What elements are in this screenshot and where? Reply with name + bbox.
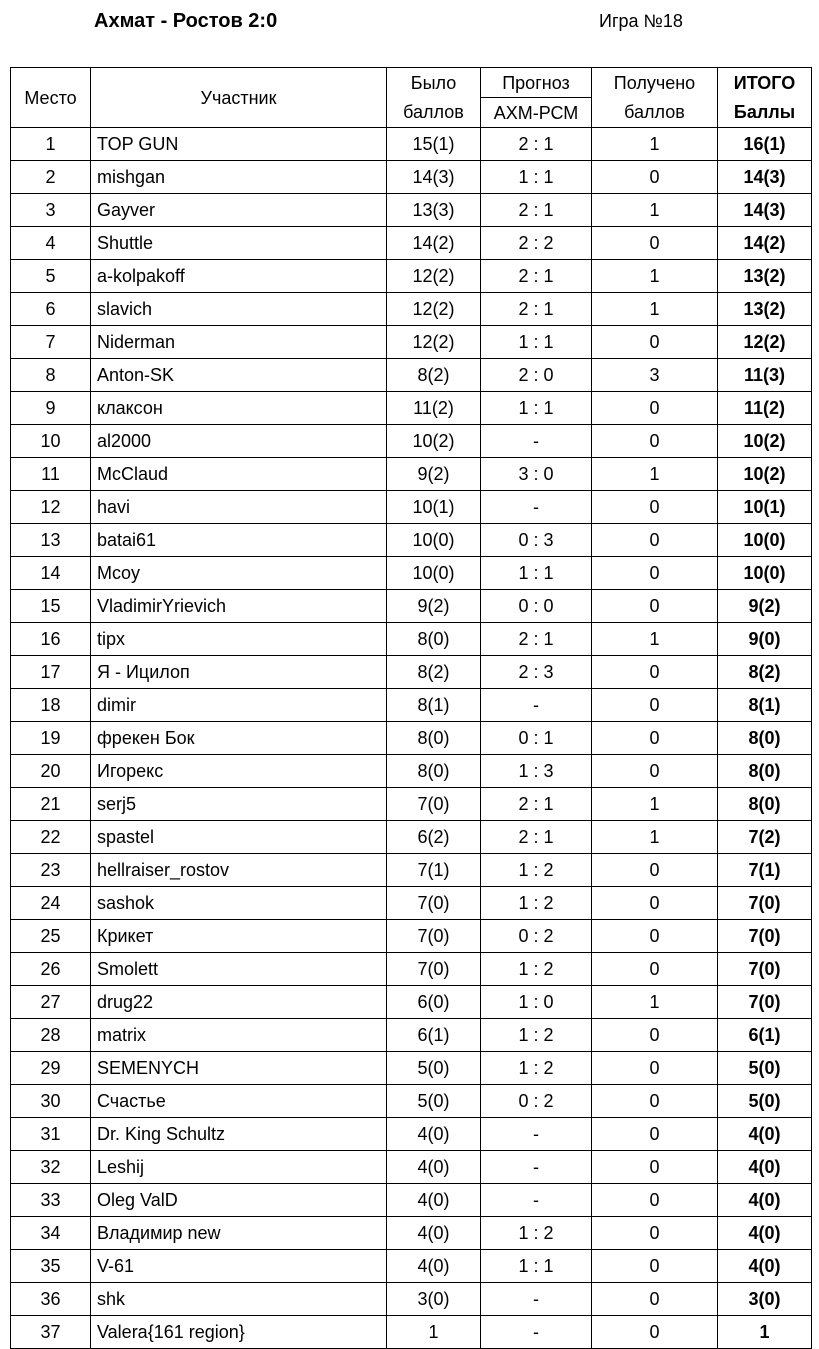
table-row xyxy=(11,689,812,722)
previous-points: 8(0) xyxy=(387,722,481,755)
place-cell: 34 xyxy=(11,1217,91,1250)
place-cell: 32 xyxy=(11,1151,91,1184)
participant-name: Oleg ValD xyxy=(91,1184,387,1217)
column-header-total-top: ИТОГО xyxy=(718,68,812,98)
previous-points: 7(1) xyxy=(387,854,481,887)
previous-points: 4(0) xyxy=(387,1184,481,1217)
participant-name: al2000 xyxy=(91,425,387,458)
place-cell: 33 xyxy=(11,1184,91,1217)
previous-points: 8(2) xyxy=(387,359,481,392)
table-row xyxy=(11,458,812,491)
previous-points: 12(2) xyxy=(387,260,481,293)
total-points: 8(0) xyxy=(718,755,812,788)
points-received: 0 xyxy=(592,920,718,953)
place-cell: 1 xyxy=(11,128,91,161)
table-row xyxy=(11,1118,812,1151)
points-received: 1 xyxy=(592,623,718,656)
place-cell: 10 xyxy=(11,425,91,458)
prediction-score: - xyxy=(481,1151,592,1184)
previous-points: 3(0) xyxy=(387,1283,481,1316)
total-points: 13(2) xyxy=(718,293,812,326)
participant-name: Smolett xyxy=(91,953,387,986)
total-points: 10(1) xyxy=(718,491,812,524)
prediction-score: 1 : 0 xyxy=(481,986,592,1019)
table-row xyxy=(11,1217,812,1250)
previous-points: 13(3) xyxy=(387,194,481,227)
place-cell: 8 xyxy=(11,359,91,392)
prediction-score: 2 : 1 xyxy=(481,788,592,821)
total-points: 4(0) xyxy=(718,1118,812,1151)
points-received: 0 xyxy=(592,491,718,524)
place-cell: 26 xyxy=(11,953,91,986)
table-row xyxy=(11,821,812,854)
prediction-score: 2 : 0 xyxy=(481,359,592,392)
total-points: 8(0) xyxy=(718,722,812,755)
place-cell: 18 xyxy=(11,689,91,722)
place-cell: 19 xyxy=(11,722,91,755)
previous-points: 14(2) xyxy=(387,227,481,260)
participant-name: Niderman xyxy=(91,326,387,359)
participant-name: клаксон xyxy=(91,392,387,425)
participant-name: McClaud xyxy=(91,458,387,491)
total-points: 8(2) xyxy=(718,656,812,689)
points-received: 0 xyxy=(592,1283,718,1316)
column-header-got-bottom: баллов xyxy=(592,98,718,128)
points-received: 0 xyxy=(592,425,718,458)
participant-name: V-61 xyxy=(91,1250,387,1283)
participant-name: matrix xyxy=(91,1019,387,1052)
place-cell: 23 xyxy=(11,854,91,887)
table-row xyxy=(11,590,812,623)
table-row xyxy=(11,1184,812,1217)
participant-name: Я - Ицилоп xyxy=(91,656,387,689)
points-received: 1 xyxy=(592,194,718,227)
participant-name: batai61 xyxy=(91,524,387,557)
table-row xyxy=(11,623,812,656)
prediction-score: 1 : 1 xyxy=(481,326,592,359)
previous-points: 4(0) xyxy=(387,1151,481,1184)
points-received: 0 xyxy=(592,1019,718,1052)
participant-name: a-kolpakoff xyxy=(91,260,387,293)
points-received: 0 xyxy=(592,1250,718,1283)
total-points: 10(0) xyxy=(718,557,812,590)
place-cell: 36 xyxy=(11,1283,91,1316)
previous-points: 10(1) xyxy=(387,491,481,524)
table-row xyxy=(11,920,812,953)
table-row xyxy=(11,227,812,260)
table-row xyxy=(11,722,812,755)
prediction-score: 0 : 0 xyxy=(481,590,592,623)
prediction-score: 1 : 2 xyxy=(481,1019,592,1052)
prediction-score: - xyxy=(481,1118,592,1151)
total-points: 8(0) xyxy=(718,788,812,821)
table-row xyxy=(11,128,812,161)
points-received: 1 xyxy=(592,821,718,854)
column-header-prev-bottom: баллов xyxy=(387,98,481,128)
previous-points: 1 xyxy=(387,1316,481,1349)
total-points: 11(3) xyxy=(718,359,812,392)
total-points: 11(2) xyxy=(718,392,812,425)
column-header-participant: Участник xyxy=(91,68,387,128)
table-row xyxy=(11,260,812,293)
prediction-score: 3 : 0 xyxy=(481,458,592,491)
previous-points: 6(1) xyxy=(387,1019,481,1052)
prediction-score: 1 : 2 xyxy=(481,1217,592,1250)
total-points: 5(0) xyxy=(718,1052,812,1085)
previous-points: 10(2) xyxy=(387,425,481,458)
participant-name: slavich xyxy=(91,293,387,326)
place-cell: 27 xyxy=(11,986,91,1019)
place-cell: 30 xyxy=(11,1085,91,1118)
total-points: 8(1) xyxy=(718,689,812,722)
column-header-total-bottom: Баллы xyxy=(718,98,812,128)
table-row xyxy=(11,788,812,821)
total-points: 7(2) xyxy=(718,821,812,854)
participant-name: havi xyxy=(91,491,387,524)
place-cell: 21 xyxy=(11,788,91,821)
participant-name: mishgan xyxy=(91,161,387,194)
previous-points: 11(2) xyxy=(387,392,481,425)
previous-points: 6(2) xyxy=(387,821,481,854)
table-row xyxy=(11,392,812,425)
total-points: 6(1) xyxy=(718,1019,812,1052)
column-header-prediction-top: Прогноз xyxy=(481,68,592,98)
points-received: 0 xyxy=(592,227,718,260)
total-points: 7(0) xyxy=(718,887,812,920)
prediction-score: 0 : 2 xyxy=(481,920,592,953)
total-points: 7(0) xyxy=(718,920,812,953)
total-points: 10(2) xyxy=(718,425,812,458)
place-cell: 6 xyxy=(11,293,91,326)
participant-name: sashok xyxy=(91,887,387,920)
place-cell: 24 xyxy=(11,887,91,920)
place-cell: 25 xyxy=(11,920,91,953)
points-received: 0 xyxy=(592,590,718,623)
participant-name: TOP GUN xyxy=(91,128,387,161)
prediction-score: 2 : 1 xyxy=(481,194,592,227)
total-points: 5(0) xyxy=(718,1085,812,1118)
table-row xyxy=(11,887,812,920)
points-received: 0 xyxy=(592,1217,718,1250)
points-received: 1 xyxy=(592,260,718,293)
participant-name: spastel xyxy=(91,821,387,854)
place-cell: 15 xyxy=(11,590,91,623)
place-cell: 13 xyxy=(11,524,91,557)
previous-points: 5(0) xyxy=(387,1085,481,1118)
points-received: 3 xyxy=(592,359,718,392)
total-points: 12(2) xyxy=(718,326,812,359)
prediction-score: - xyxy=(481,425,592,458)
table-row xyxy=(11,986,812,1019)
prediction-score: - xyxy=(481,491,592,524)
total-points: 14(3) xyxy=(718,194,812,227)
prediction-score: 0 : 1 xyxy=(481,722,592,755)
prediction-score: 1 : 2 xyxy=(481,953,592,986)
prediction-score: 1 : 3 xyxy=(481,755,592,788)
prediction-score: - xyxy=(481,1283,592,1316)
prediction-score: 1 : 2 xyxy=(481,1052,592,1085)
previous-points: 7(0) xyxy=(387,953,481,986)
points-received: 0 xyxy=(592,1118,718,1151)
table-row xyxy=(11,656,812,689)
prediction-score: 1 : 1 xyxy=(481,557,592,590)
standings-table xyxy=(10,67,812,1349)
prediction-score: 2 : 1 xyxy=(481,293,592,326)
previous-points: 7(0) xyxy=(387,920,481,953)
previous-points: 15(1) xyxy=(387,128,481,161)
table-row xyxy=(11,194,812,227)
total-points: 10(2) xyxy=(718,458,812,491)
place-cell: 9 xyxy=(11,392,91,425)
column-header-prev-top: Было xyxy=(387,68,481,98)
points-received: 0 xyxy=(592,1151,718,1184)
points-received: 0 xyxy=(592,557,718,590)
table-body xyxy=(11,128,812,1349)
previous-points: 9(2) xyxy=(387,590,481,623)
total-points: 3(0) xyxy=(718,1283,812,1316)
participant-name: Владимир new xyxy=(91,1217,387,1250)
total-points: 1 xyxy=(718,1316,812,1349)
points-received: 0 xyxy=(592,161,718,194)
prediction-score: 1 : 1 xyxy=(481,161,592,194)
participant-name: shk xyxy=(91,1283,387,1316)
participant-name: Счастье xyxy=(91,1085,387,1118)
points-received: 0 xyxy=(592,1184,718,1217)
table-row xyxy=(11,1283,812,1316)
prediction-score: - xyxy=(481,689,592,722)
prediction-score: - xyxy=(481,1184,592,1217)
participant-name: drug22 xyxy=(91,986,387,1019)
table-row xyxy=(11,1019,812,1052)
previous-points: 12(2) xyxy=(387,326,481,359)
table-row xyxy=(11,359,812,392)
table-row xyxy=(11,1151,812,1184)
participant-name: фрекен Бок xyxy=(91,722,387,755)
points-received: 1 xyxy=(592,293,718,326)
total-points: 14(2) xyxy=(718,227,812,260)
previous-points: 4(0) xyxy=(387,1118,481,1151)
table-row xyxy=(11,491,812,524)
previous-points: 7(0) xyxy=(387,788,481,821)
points-received: 0 xyxy=(592,392,718,425)
place-cell: 28 xyxy=(11,1019,91,1052)
participant-name: Anton-SK xyxy=(91,359,387,392)
prediction-score: 1 : 1 xyxy=(481,1250,592,1283)
place-cell: 22 xyxy=(11,821,91,854)
prediction-score: 1 : 1 xyxy=(481,392,592,425)
participant-name: Крикет xyxy=(91,920,387,953)
previous-points: 7(0) xyxy=(387,887,481,920)
place-cell: 2 xyxy=(11,161,91,194)
place-cell: 17 xyxy=(11,656,91,689)
points-received: 0 xyxy=(592,887,718,920)
table-row xyxy=(11,425,812,458)
table-row xyxy=(11,755,812,788)
table-row xyxy=(11,1085,812,1118)
prediction-score: - xyxy=(481,1316,592,1349)
place-cell: 7 xyxy=(11,326,91,359)
total-points: 4(0) xyxy=(718,1151,812,1184)
points-received: 0 xyxy=(592,722,718,755)
previous-points: 12(2) xyxy=(387,293,481,326)
participant-name: Mcoy xyxy=(91,557,387,590)
points-received: 1 xyxy=(592,128,718,161)
previous-points: 8(1) xyxy=(387,689,481,722)
prediction-score: 0 : 3 xyxy=(481,524,592,557)
place-cell: 12 xyxy=(11,491,91,524)
place-cell: 20 xyxy=(11,755,91,788)
total-points: 9(2) xyxy=(718,590,812,623)
place-cell: 16 xyxy=(11,623,91,656)
previous-points: 10(0) xyxy=(387,557,481,590)
place-cell: 37 xyxy=(11,1316,91,1349)
total-points: 9(0) xyxy=(718,623,812,656)
table-row xyxy=(11,161,812,194)
prediction-score: 2 : 2 xyxy=(481,227,592,260)
points-received: 0 xyxy=(592,1085,718,1118)
participant-name: dimir xyxy=(91,689,387,722)
previous-points: 10(0) xyxy=(387,524,481,557)
points-received: 1 xyxy=(592,458,718,491)
points-received: 0 xyxy=(592,1316,718,1349)
total-points: 16(1) xyxy=(718,128,812,161)
participant-name: Gayver xyxy=(91,194,387,227)
previous-points: 6(0) xyxy=(387,986,481,1019)
participant-name: Dr. King Schultz xyxy=(91,1118,387,1151)
previous-points: 8(2) xyxy=(387,656,481,689)
points-received: 0 xyxy=(592,326,718,359)
table-row xyxy=(11,854,812,887)
total-points: 4(0) xyxy=(718,1184,812,1217)
total-points: 13(2) xyxy=(718,260,812,293)
points-received: 0 xyxy=(592,854,718,887)
prediction-score: 1 : 2 xyxy=(481,854,592,887)
total-points: 10(0) xyxy=(718,524,812,557)
previous-points: 5(0) xyxy=(387,1052,481,1085)
previous-points: 8(0) xyxy=(387,623,481,656)
place-cell: 35 xyxy=(11,1250,91,1283)
points-received: 0 xyxy=(592,524,718,557)
participant-name: Leshij xyxy=(91,1151,387,1184)
table-row xyxy=(11,293,812,326)
column-header-place: Место xyxy=(11,68,91,128)
total-points: 7(1) xyxy=(718,854,812,887)
prediction-score: 1 : 2 xyxy=(481,887,592,920)
prediction-score: 2 : 3 xyxy=(481,656,592,689)
prediction-score: 2 : 1 xyxy=(481,128,592,161)
points-received: 0 xyxy=(592,656,718,689)
total-points: 7(0) xyxy=(718,986,812,1019)
total-points: 14(3) xyxy=(718,161,812,194)
prediction-score: 2 : 1 xyxy=(481,821,592,854)
table-row xyxy=(11,524,812,557)
points-received: 0 xyxy=(592,1052,718,1085)
participant-name: Valera{161 region} xyxy=(91,1316,387,1349)
table-header xyxy=(11,68,812,128)
game-number: Игра №18 xyxy=(599,11,683,31)
participant-name: Игорекс xyxy=(91,755,387,788)
place-cell: 5 xyxy=(11,260,91,293)
column-header-prediction-bottom: АХМ-РСМ xyxy=(481,98,592,128)
participant-name: VladimirYrievich xyxy=(91,590,387,623)
previous-points: 14(3) xyxy=(387,161,481,194)
prediction-score: 0 : 2 xyxy=(481,1085,592,1118)
prediction-score: 2 : 1 xyxy=(481,623,592,656)
previous-points: 8(0) xyxy=(387,755,481,788)
place-cell: 3 xyxy=(11,194,91,227)
place-cell: 11 xyxy=(11,458,91,491)
participant-name: hellraiser_rostov xyxy=(91,854,387,887)
total-points: 4(0) xyxy=(718,1250,812,1283)
participant-name: Shuttle xyxy=(91,227,387,260)
place-cell: 4 xyxy=(11,227,91,260)
table-row xyxy=(11,953,812,986)
prediction-score: 2 : 1 xyxy=(481,260,592,293)
participant-name: serj5 xyxy=(91,788,387,821)
participant-name: tipx xyxy=(91,623,387,656)
points-received: 0 xyxy=(592,689,718,722)
total-points: 4(0) xyxy=(718,1217,812,1250)
place-cell: 29 xyxy=(11,1052,91,1085)
participant-name: SEMENYCH xyxy=(91,1052,387,1085)
table-row xyxy=(11,1316,812,1349)
points-received: 1 xyxy=(592,986,718,1019)
table-row xyxy=(11,1052,812,1085)
points-received: 0 xyxy=(592,755,718,788)
table-row xyxy=(11,1250,812,1283)
points-received: 1 xyxy=(592,788,718,821)
column-header-got-top: Получено xyxy=(592,68,718,98)
previous-points: 9(2) xyxy=(387,458,481,491)
total-points: 7(0) xyxy=(718,953,812,986)
table-row xyxy=(11,557,812,590)
place-cell: 31 xyxy=(11,1118,91,1151)
previous-points: 4(0) xyxy=(387,1217,481,1250)
place-cell: 14 xyxy=(11,557,91,590)
points-received: 0 xyxy=(592,953,718,986)
previous-points: 4(0) xyxy=(387,1250,481,1283)
match-title: Ахмат - Ростов 2:0 xyxy=(94,10,278,32)
table-row xyxy=(11,326,812,359)
